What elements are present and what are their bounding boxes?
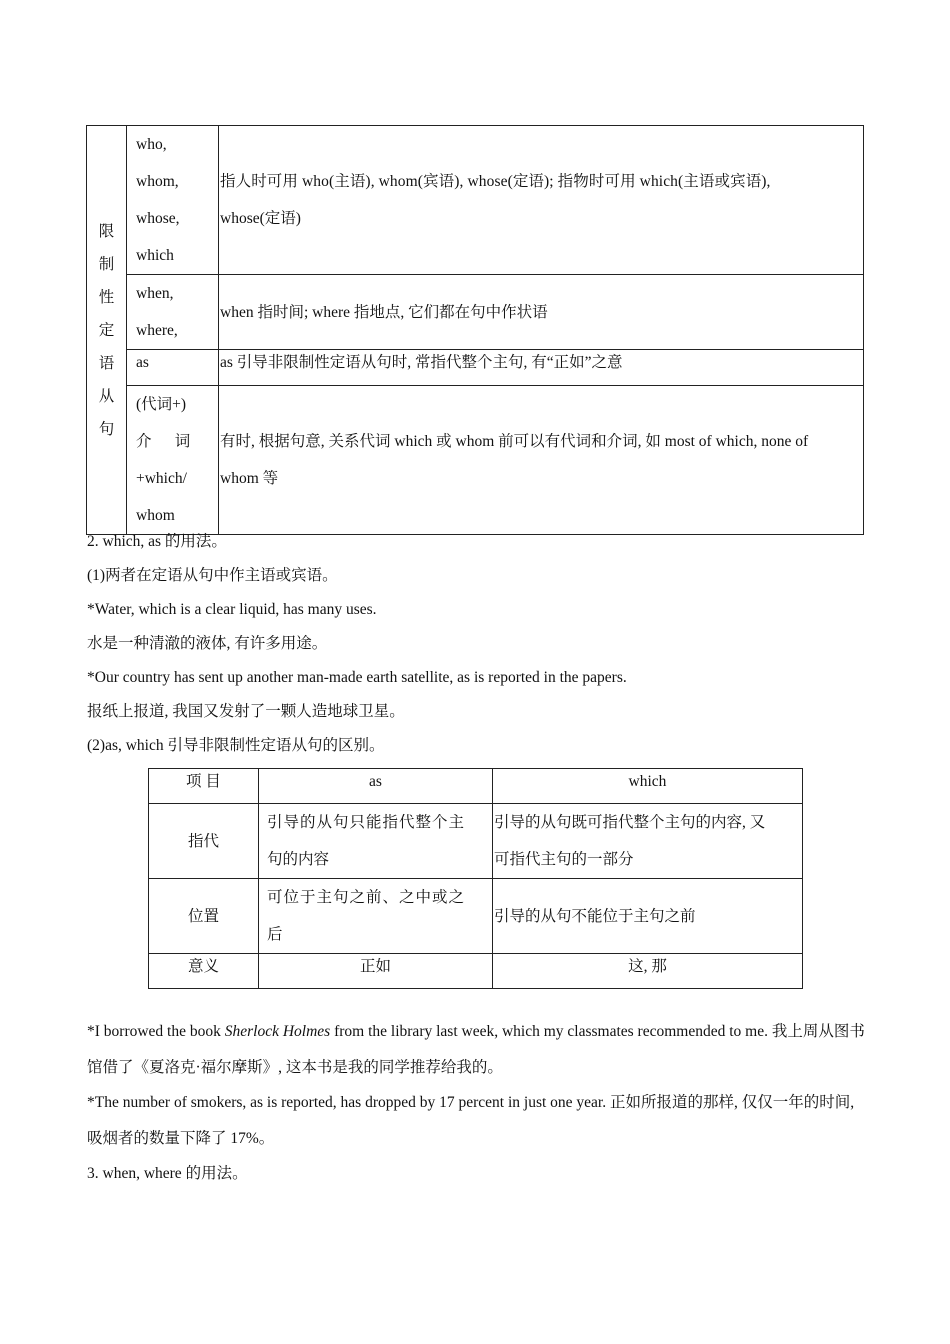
description-line: whom 等 xyxy=(220,470,279,487)
words-cell xyxy=(127,350,219,386)
words-cell xyxy=(127,386,219,535)
description-cell xyxy=(219,386,864,535)
item-cell: 意义 xyxy=(149,954,259,989)
as-cell xyxy=(259,954,493,989)
word: +which/ xyxy=(136,470,187,487)
side-label-char: 句 xyxy=(98,420,115,438)
cell-line: 这, 那 xyxy=(628,958,667,975)
description-line: whose(定语) xyxy=(220,210,301,227)
example-2-chinese: 报纸上报道, 我国又发射了一颗人造地球卫星。 xyxy=(87,703,405,720)
side-label-char: 限 xyxy=(98,222,115,240)
table-row xyxy=(87,126,864,275)
example-2-english: *Our country has sent up another man-made earth satellite, as is reported in the papers. xyxy=(87,669,627,686)
side-label-char: 定 xyxy=(98,321,115,339)
description-line: when 指时间; where 指地点, 它们都在句中作状语 xyxy=(220,303,548,321)
table-row xyxy=(87,386,864,535)
cell-line: 引导的从句不能位于主句之前 xyxy=(494,907,696,925)
example-3-text: from the library last week, which my classmates recommended to me. 我上周从图书馆借了《夏洛克·福尔摩斯》, 这本书是我的同学推荐给我的。 xyxy=(87,1023,865,1076)
cell-line: 正如 xyxy=(359,958,391,975)
word: which xyxy=(136,247,174,264)
word: whom xyxy=(136,507,175,524)
item-cell: 指代 xyxy=(149,804,259,879)
side-label-char: 制 xyxy=(98,255,115,273)
relative-pronoun-table xyxy=(86,125,864,535)
table-row xyxy=(149,954,803,989)
book-title: Sherlock Holmes xyxy=(224,1023,331,1040)
header-which: which xyxy=(493,769,803,804)
as-cell xyxy=(259,804,493,879)
table-row xyxy=(149,804,803,879)
table-row xyxy=(87,350,864,386)
word: whom, xyxy=(136,173,179,190)
section-3-heading: 3. when, where 的用法。 xyxy=(87,1165,248,1182)
description-cell xyxy=(219,275,864,350)
as-cell xyxy=(259,879,493,954)
word: 介 词 xyxy=(136,433,191,450)
description-line: as 引导非限制性定语从句时, 常指代整个主句, 有“正如”之意 xyxy=(220,354,623,371)
example-4: *The number of smokers, as is reported, has dropped by 17 percent in just one year. 正如所报道的那样, 仅仅一年的时间, 吸烟者的数量下降了 17%。 xyxy=(87,1094,855,1147)
word: where, xyxy=(136,322,178,339)
example-1-chinese: 水是一种清澈的液体, 有许多用途。 xyxy=(87,635,328,652)
words-cell xyxy=(127,275,219,350)
header-as: as xyxy=(259,769,493,804)
cell-line: 后 xyxy=(267,926,283,943)
description-cell xyxy=(219,350,864,386)
point-1: (1)两者在定语从句中作主语或宾语。 xyxy=(87,567,338,584)
word: when, xyxy=(136,285,174,302)
table-row xyxy=(87,275,864,350)
description-line: 指人时可用 who(主语), whom(宾语), whose(定语); 指物时可用 which(主语或宾语), xyxy=(220,173,771,190)
item-cell: 位置 xyxy=(149,879,259,954)
header-item: 项 目 xyxy=(149,769,259,804)
as-which-comparison-table xyxy=(148,768,803,989)
cell-line: 可位于主句之前、之中或之 xyxy=(267,889,466,906)
example-1-english: *Water, which is a clear liquid, has many uses. xyxy=(87,601,377,618)
side-label-cell xyxy=(87,126,127,535)
side-label-char: 从 xyxy=(98,387,115,405)
which-cell xyxy=(493,954,803,989)
cell-line: 句的内容 xyxy=(267,851,330,868)
example-3 xyxy=(87,1014,865,1086)
example-3-text: *I borrowed the book xyxy=(87,1023,225,1040)
word: whose, xyxy=(136,210,180,227)
which-cell xyxy=(493,804,803,879)
table-header-row xyxy=(149,769,803,804)
point-2: (2)as, which 引导非限制性定语从句的区别。 xyxy=(87,737,385,754)
description-cell xyxy=(219,126,864,275)
side-label-char: 语 xyxy=(98,354,115,372)
word: (代词+) xyxy=(136,396,187,413)
table-row xyxy=(149,879,803,954)
words-cell xyxy=(127,126,219,275)
which-cell xyxy=(493,879,803,954)
cell-line: 可指代主句的一部分 xyxy=(494,851,634,868)
word: who, xyxy=(136,136,167,153)
word: as xyxy=(136,354,149,371)
description-line: 有时, 根据句意, 关系代词 which 或 whom 前可以有代词和介词, 如 most of which, none of xyxy=(220,433,809,450)
side-label-char: 性 xyxy=(98,288,115,306)
cell-line: 引导的从句只能指代整个主 xyxy=(267,814,466,831)
section-2-heading: 2. which, as 的用法。 xyxy=(87,533,227,550)
cell-line: 引导的从句既可指代整个主句的内容, 又 xyxy=(494,814,766,831)
